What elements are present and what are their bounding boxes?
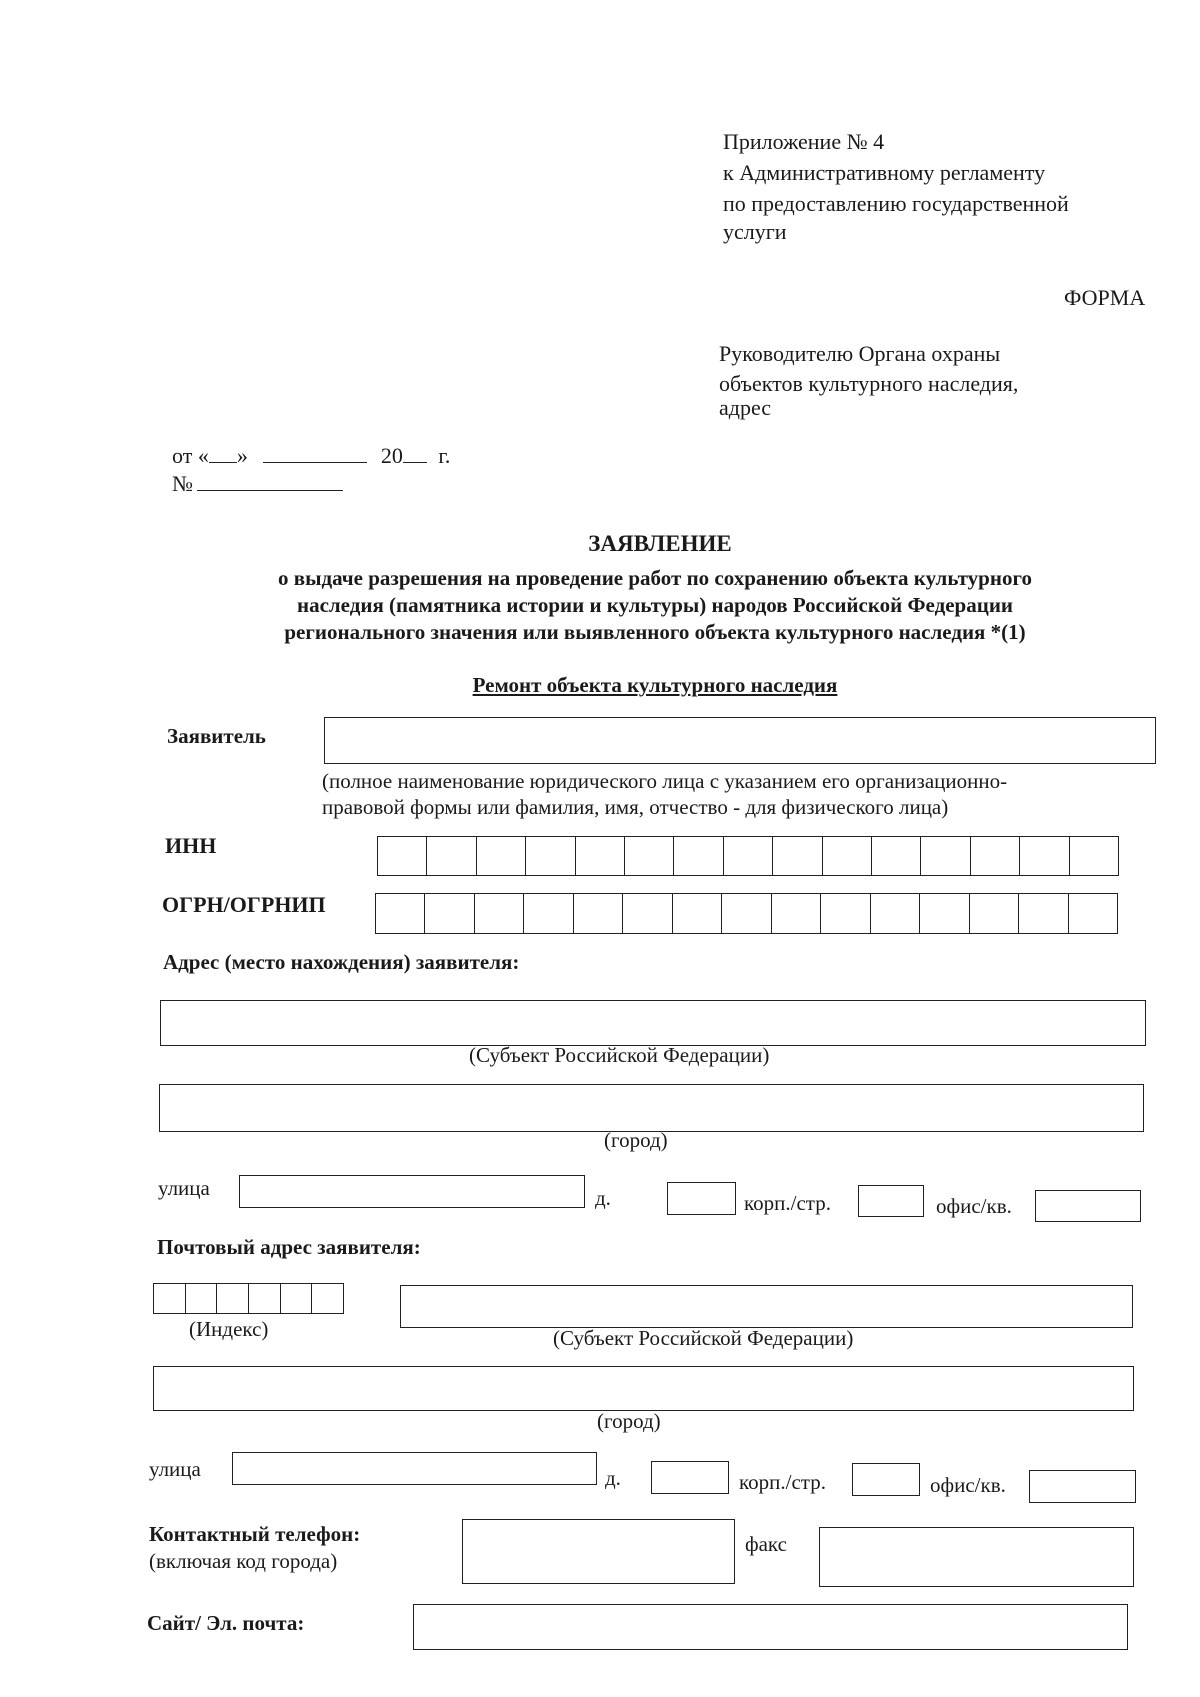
postal-index-digit-cell[interactable]	[186, 1284, 218, 1313]
inn-field[interactable]	[377, 836, 1119, 876]
postal-house-label: д.	[605, 1466, 621, 1490]
location-office-field[interactable]	[1035, 1190, 1141, 1222]
location-house-field[interactable]	[667, 1182, 736, 1215]
postal-region-hint: (Субъект Российской Федерации)	[553, 1326, 854, 1350]
applicant-field[interactable]	[324, 717, 1156, 764]
date-year-field[interactable]	[403, 442, 427, 463]
postal-city-hint: (город)	[597, 1409, 661, 1433]
ogrn-digit-cell[interactable]	[871, 894, 920, 933]
postal-index-digit-cell[interactable]	[281, 1284, 313, 1313]
date-month-field[interactable]	[263, 442, 367, 463]
ogrn-digit-cell[interactable]	[1069, 894, 1117, 933]
ogrn-digit-cell[interactable]	[475, 894, 524, 933]
applicant-label: Заявитель	[167, 724, 266, 748]
subtitle-line-3: регионального значения или выявленного объекта культурного наследия *(1)	[284, 620, 1026, 644]
work-type-heading: Ремонт объекта культурного наследия	[472, 673, 838, 697]
inn-digit-cell[interactable]	[872, 837, 921, 875]
location-region-hint: (Субъект Российской Федерации)	[469, 1043, 770, 1067]
subtitle-line-1: о выдаче разрешения на проведение работ по сохранению объекта культурного	[278, 566, 1032, 590]
number-label: №	[172, 471, 193, 496]
date-from-label: от «	[172, 443, 209, 468]
form-label: ФОРМА	[1064, 285, 1146, 310]
ogrn-digit-cell[interactable]	[920, 894, 969, 933]
appendix-line-2: к Административному регламенту	[723, 160, 1046, 185]
ogrn-digit-cell[interactable]	[722, 894, 771, 933]
inn-digit-cell[interactable]	[378, 837, 427, 875]
appendix-line-1: Приложение № 4	[723, 129, 885, 154]
ogrn-digit-cell[interactable]	[425, 894, 474, 933]
site-email-label: Сайт/ Эл. почта:	[147, 1611, 305, 1635]
inn-digit-cell[interactable]	[921, 837, 970, 875]
phone-label: Контактный телефон:	[149, 1522, 361, 1546]
ogrn-field[interactable]	[375, 893, 1118, 934]
inn-digit-cell[interactable]	[773, 837, 822, 875]
document-title: ЗАЯВЛЕНИЕ	[588, 531, 732, 556]
ogrn-digit-cell[interactable]	[574, 894, 623, 933]
addressee-line-3: адрес	[719, 395, 772, 420]
postal-index-field[interactable]	[153, 1283, 344, 1314]
postal-city-field[interactable]	[153, 1366, 1134, 1411]
inn-digit-cell[interactable]	[576, 837, 625, 875]
postal-index-hint: (Индекс)	[189, 1317, 269, 1341]
appendix-line-3: по предоставлению государственной	[723, 191, 1069, 216]
postal-office-field[interactable]	[1029, 1470, 1136, 1503]
inn-digit-cell[interactable]	[427, 837, 476, 875]
inn-label: ИНН	[165, 833, 217, 858]
postal-index-digit-cell[interactable]	[154, 1284, 186, 1313]
postal-address-heading: Почтовый адрес заявителя:	[157, 1235, 421, 1259]
postal-house-field[interactable]	[651, 1461, 729, 1494]
ogrn-digit-cell[interactable]	[524, 894, 573, 933]
fax-label: факс	[745, 1532, 787, 1556]
subtitle-line-2: наследия (памятника истории и культуры) народов Российской Федерации	[296, 593, 1014, 617]
addressee-line-1: Руководителю Органа охраны	[719, 341, 1001, 366]
inn-digit-cell[interactable]	[1070, 837, 1118, 875]
number-line	[172, 470, 343, 497]
location-street-label: улица	[158, 1176, 210, 1200]
date-day-field[interactable]	[209, 442, 237, 463]
postal-building-label: корп./стр.	[739, 1470, 826, 1494]
location-office-label: офис/кв.	[936, 1194, 1012, 1218]
number-field[interactable]	[197, 470, 343, 491]
postal-index-digit-cell[interactable]	[249, 1284, 281, 1313]
inn-digit-cell[interactable]	[526, 837, 575, 875]
inn-digit-cell[interactable]	[971, 837, 1020, 875]
inn-digit-cell[interactable]	[724, 837, 773, 875]
postal-index-digit-cell[interactable]	[312, 1284, 343, 1313]
inn-digit-cell[interactable]	[477, 837, 526, 875]
postal-region-field[interactable]	[400, 1285, 1133, 1328]
postal-building-field[interactable]	[852, 1463, 920, 1496]
location-region-field[interactable]	[160, 1000, 1146, 1046]
postal-index-digit-cell[interactable]	[217, 1284, 249, 1313]
phone-field[interactable]	[462, 1519, 735, 1584]
ogrn-label: ОГРН/ОГРНИП	[162, 892, 326, 917]
ogrn-digit-cell[interactable]	[673, 894, 722, 933]
ogrn-digit-cell[interactable]	[772, 894, 821, 933]
appendix-line-4: услуги	[723, 219, 787, 244]
location-building-label: корп./стр.	[744, 1191, 831, 1215]
date-year-prefix: 20	[380, 443, 403, 468]
ogrn-digit-cell[interactable]	[376, 894, 425, 933]
inn-digit-cell[interactable]	[625, 837, 674, 875]
addressee-line-2: объектов культурного наследия,	[719, 371, 1019, 396]
ogrn-digit-cell[interactable]	[970, 894, 1019, 933]
location-city-field[interactable]	[159, 1084, 1144, 1132]
postal-street-field[interactable]	[232, 1452, 597, 1485]
date-close-quote: »	[236, 443, 248, 468]
ogrn-digit-cell[interactable]	[623, 894, 672, 933]
postal-street-label: улица	[149, 1457, 201, 1481]
ogrn-digit-cell[interactable]	[821, 894, 870, 933]
inn-digit-cell[interactable]	[823, 837, 872, 875]
fax-field[interactable]	[819, 1527, 1134, 1587]
date-line	[172, 442, 450, 469]
location-street-field[interactable]	[239, 1175, 585, 1208]
phone-hint: (включая код города)	[149, 1549, 338, 1573]
inn-digit-cell[interactable]	[1020, 837, 1069, 875]
applicant-hint-line-2: правовой формы или фамилия, имя, отчество - для физического лица)	[322, 795, 949, 819]
location-city-hint: (город)	[604, 1128, 668, 1152]
date-year-suffix: г.	[438, 443, 451, 468]
location-building-field[interactable]	[858, 1185, 924, 1217]
location-house-label: д.	[595, 1186, 611, 1210]
applicant-hint-line-1: (полное наименование юридического лица с указанием его организационно-	[322, 769, 1008, 793]
site-email-field[interactable]	[413, 1604, 1128, 1650]
location-address-heading: Адрес (место нахождения) заявителя:	[163, 950, 520, 974]
inn-digit-cell[interactable]	[674, 837, 723, 875]
postal-office-label: офис/кв.	[930, 1473, 1006, 1497]
ogrn-digit-cell[interactable]	[1019, 894, 1068, 933]
